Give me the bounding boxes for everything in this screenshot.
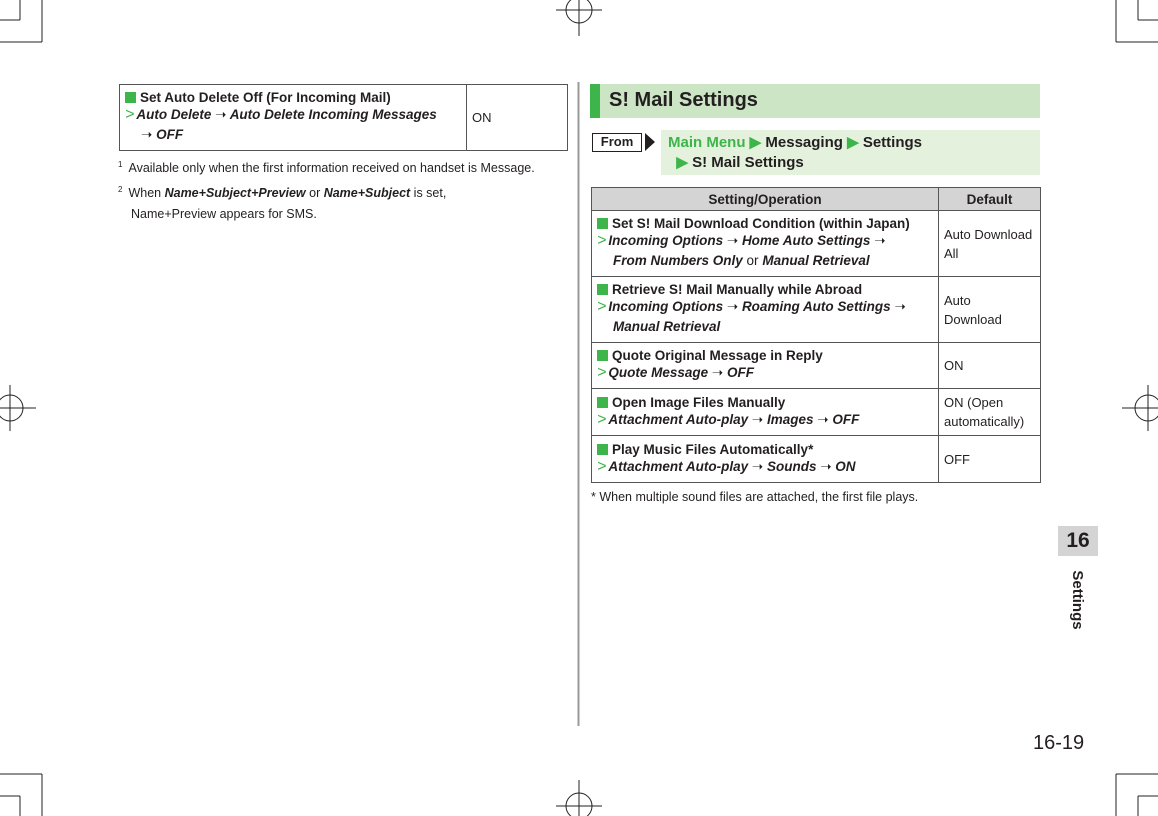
setting-title: Set S! Mail Download Condition (within Japan)	[612, 216, 910, 231]
setting-title: Retrieve S! Mail Manually while Abroad	[612, 282, 863, 297]
path-step: Messaging	[765, 134, 843, 151]
footnote-text: When	[128, 186, 165, 201]
default-value: ON	[939, 343, 1041, 389]
left-column	[118, 84, 568, 225]
default-value	[939, 277, 1041, 343]
section-title: S! Mail Settings	[609, 89, 758, 111]
menu-path	[661, 130, 1040, 175]
op-step: ON	[835, 458, 856, 474]
square-bullet-icon	[125, 92, 136, 103]
footnotes-left	[118, 154, 568, 225]
table-row: Set S! Mail Download Condition (within Japan) > Incoming Options ➝ Home Auto Settings ➝ From Numbers Only or Manual Retrieval Auto Download All	[592, 211, 1041, 277]
table-row: Open Image Files Manually > Attachment Auto-play ➝ Images ➝ OFF ON (Open automatically)	[592, 389, 1041, 436]
chevron-right-icon: >	[597, 457, 607, 475]
path-step: Main Menu	[668, 134, 746, 151]
from-arrow-icon	[645, 133, 655, 151]
square-bullet-icon	[597, 350, 608, 361]
op-step: Sounds	[766, 458, 817, 474]
section-title-bar	[590, 84, 1040, 118]
op-step: Incoming Options	[608, 233, 724, 248]
op-step: Attachment Auto-play	[608, 411, 749, 427]
settings-table	[591, 187, 1041, 483]
footnote-bold: Name+Subject+Preview	[164, 186, 306, 201]
op-step: Manual Retrieval	[613, 319, 721, 334]
op-step: Auto Delete	[136, 107, 212, 122]
footnote: * When multiple sound files are attached, the first file plays.	[591, 490, 919, 504]
square-bullet-icon	[597, 218, 608, 229]
default-value: OFF	[939, 436, 1041, 483]
chevron-right-icon: >	[597, 298, 607, 315]
footnote-number: 2	[118, 185, 123, 195]
table-row: Play Music Files Automatically* > Attachment Auto-play ➝ Sounds ➝ ON OFF	[592, 436, 1041, 483]
from-label: From	[592, 133, 642, 152]
op-step: Incoming Options	[608, 299, 724, 314]
auto-delete-table: Set Auto Delete Off (For Incoming Mail) > Auto Delete ➝ Auto Delete Incoming Messages ➝ OFF ON	[119, 84, 568, 151]
page-number: 16-19	[1033, 732, 1085, 754]
triangle-right-icon: ▶	[847, 134, 859, 151]
chapter-tab-number: 16	[1058, 526, 1098, 556]
footnote-number: 1	[118, 160, 123, 169]
default-line: Auto	[944, 292, 971, 308]
triangle-right-icon: ▶	[749, 134, 762, 151]
setting-title: Set Auto Delete Off (For Incoming Mail)	[140, 90, 391, 105]
setting-title: Open Image Files Manually	[612, 394, 786, 410]
default-line: automatically)	[944, 414, 1025, 429]
table-row: Retrieve S! Mail Manually while Abroad > Incoming Options ➝ Roaming Auto Settings ➝ Manual Retrieval Auto Download	[592, 277, 1041, 343]
footnote-text: is set,	[410, 186, 447, 201]
default-value: ON	[467, 85, 568, 151]
footnote-bold: Name+Subject	[323, 186, 411, 201]
path-step: Settings	[862, 134, 922, 151]
op-step: Home Auto Settings	[741, 233, 871, 248]
op-step: From Numbers Only	[613, 253, 743, 268]
default-line: Auto Download	[944, 226, 1033, 242]
square-bullet-icon	[597, 444, 608, 455]
table-row: Quote Original Message in Reply > Quote Message ➝ OFF ON	[592, 343, 1041, 389]
op-step: Images	[766, 411, 814, 427]
chapter-tab-label: Settings	[1069, 570, 1086, 630]
setting-title: Quote Original Message in Reply	[612, 348, 823, 363]
op-step: OFF	[832, 411, 860, 427]
op-step: OFF	[156, 127, 184, 142]
path-step: S! Mail Settings	[692, 154, 804, 171]
column-header: Default	[939, 188, 1041, 211]
default-line: ON (Open	[944, 395, 1004, 410]
chevron-right-icon: >	[125, 106, 135, 123]
op-step: Auto Delete Incoming Messages	[229, 107, 437, 122]
op-step: Manual Retrieval	[762, 253, 870, 268]
op-step: Quote Message	[608, 365, 709, 380]
op-step: Roaming Auto Settings	[741, 299, 891, 314]
square-bullet-icon	[597, 284, 608, 295]
op-step: OFF	[726, 365, 754, 380]
chevron-right-icon: >	[597, 232, 607, 249]
column-header: Setting/Operation	[592, 188, 939, 211]
default-line: Download	[944, 311, 1002, 327]
setting-title: Play Music Files Automatically*	[612, 441, 814, 457]
default-value	[939, 389, 1041, 436]
default-line: All	[944, 245, 959, 261]
chevron-right-icon: >	[597, 364, 607, 381]
chevron-right-icon: >	[597, 410, 607, 428]
square-bullet-icon	[597, 397, 608, 408]
op-or: or	[746, 253, 759, 268]
op-step: Attachment Auto-play	[608, 458, 749, 474]
triangle-right-icon: ▶	[676, 154, 688, 171]
default-value	[939, 211, 1041, 277]
footnote-text: Available only when the first information received on handset is Message.	[128, 161, 535, 176]
footnote-text: or	[305, 186, 324, 201]
footnote-text: Name+Preview appears for SMS.	[131, 207, 317, 222]
right-column	[591, 187, 1041, 508]
